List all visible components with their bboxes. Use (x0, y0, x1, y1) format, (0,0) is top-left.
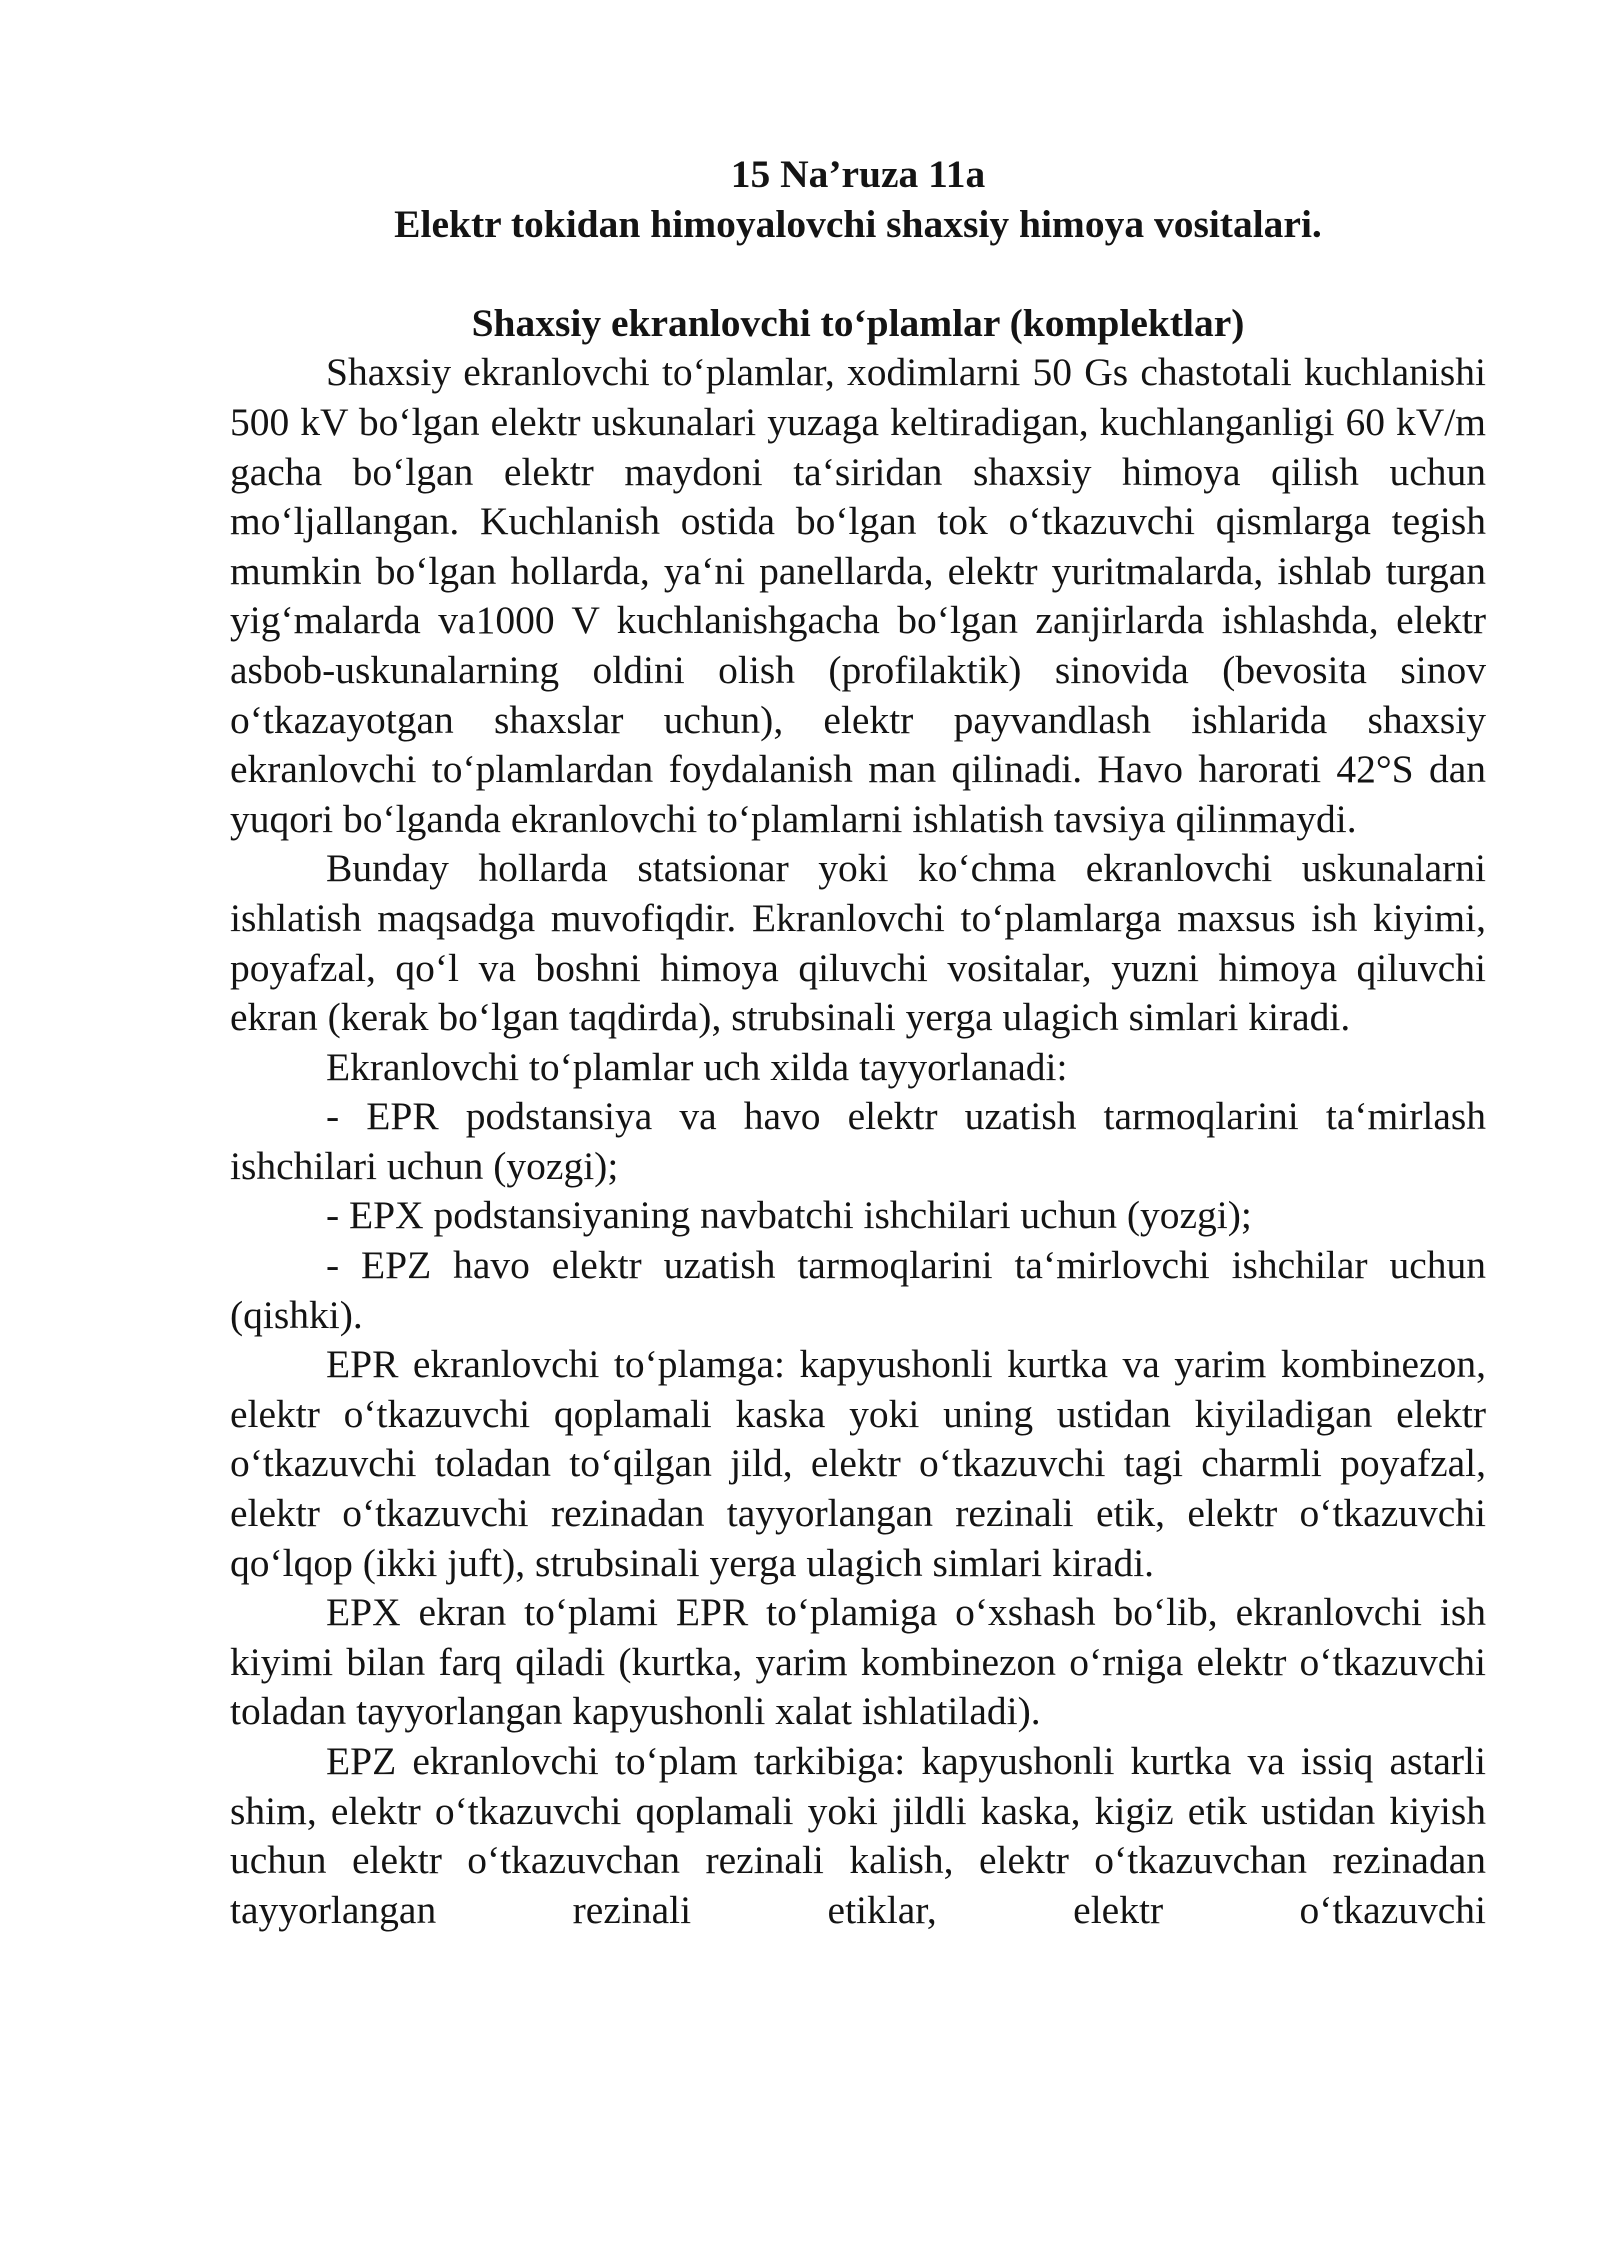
paragraph-types-intro: Ekranlovchi to‘plamlar uch xilda tayyorlanadi: (326, 1044, 1068, 1089)
paragraph-epr-contents: EPR ekranlovchi to‘plamga: kapyushonli kurtka va yarim kombinezon, elektr o‘tkazuvchi qoplamali kaska yoki uning ustidan kiyiladigan elektr o‘tkazuvchi toladan to‘qilgan jild, elektr o‘tkazuvchi tagi charmli poyafzal, elektr o‘tkazuvchi rezinadan tayyorlangan rezinali etik, elektr o‘tkazuvchi qo‘lqop (ikki juft), strubsinali yerga ulagich simlari kiradi. (230, 1342, 1486, 1585)
list-item-epz: - EPZ havo elektr uzatish tarmoqlarini ta‘mirlovchi ishchilar uchun (qishki). (230, 1243, 1486, 1337)
paragraph-alternatives: Bunday hollarda statsionar yoki ko‘chma ekranlovchi uskunalarni ishlatish maqsadga muvofiqdir. Ekranlovchi to‘plamlarga maxsus ish kiyimi, poyafzal, qo‘l va boshni himoya qiluvchi vositalar, yuzni himoya qiluvchi ekran (kerak bo‘lgan taqdirda), strubsinali yerga ulagich simlari kiradi. (230, 846, 1486, 1040)
list-item-epr: - EPR podstansiya va havo elektr uzatish tarmoqlarini ta‘mirlash ishchilari uchun (yozgi); (230, 1094, 1486, 1188)
blank-line (230, 249, 1486, 299)
document-title: Elektr tokidan himoyalovchi shaxsiy himoya vositalari. (394, 201, 1322, 246)
lecture-number: 15 Na’ruza 11a (730, 152, 986, 196)
paragraph-purpose: Shaxsiy ekranlovchi to‘plamlar, xodimlarni 50 Gs chastotali kuchlanishi 500 kV bo‘lgan elektr uskunalari yuzaga keltiradigan, kuchlanganligi 60 kV/m gacha bo‘lgan elektr maydoni ta‘siridan shaxsiy himoya qilish uchun mo‘ljallangan. Kuchlanish ostida bo‘lgan tok o‘tkazuvchi qismlarga tegish mumkin bo‘lgan hollarda, ya‘ni panellarda, elektr yuritmalarda, ishlab turgan yig‘malarda va1000 V kuchlanishgacha bo‘lgan zanjirlarda ishlashda, elektr asbob-uskunalarning oldini olish (profilaktik) sinovida (bevosita sinov o‘tkazayotgan shaxslar uchun), elektr payvandlash ishlarida shaxsiy ekranlovchi to‘plamlardan foydalanish man qilinadi. Havo harorati 42°S dan yuqori bo‘lganda ekranlovchi to‘plamlarni ishlatish tavsiya qilinmaydi. (230, 350, 1486, 841)
document-page (230, 150, 1486, 1935)
paragraph-epx-contents: EPX ekran to‘plami EPR to‘plamiga o‘xshash bo‘lib, ekranlovchi ish kiyimi bilan farq qiladi (kurtka, yarim kombinezon o‘rniga elektr o‘tkazuvchi toladan tayyorlangan kapyushonli xalat ishlatiladi). (230, 1590, 1486, 1734)
list-item-epx: - EPX podstansiyaning navbatchi ishchilari uchun (yozgi); (326, 1193, 1252, 1238)
paragraph-epz-contents: EPZ ekranlovchi to‘plam tarkibiga: kapyushonli kurtka va issiq astarli shim, elektr o‘tkazuvchi qoplamali yoki jildli kaska, kigiz etik ustidan kiyish uchun elektr o‘tkazuvchan rezinali kalish, elektr o‘tkazuvchan rezinadan tayyorlangan rezinali etiklar, elektr o‘tkazuvchi (230, 1739, 1486, 1932)
section-title: Shaxsiy ekranlovchi to‘plamlar (komplektlar) (471, 300, 1245, 345)
